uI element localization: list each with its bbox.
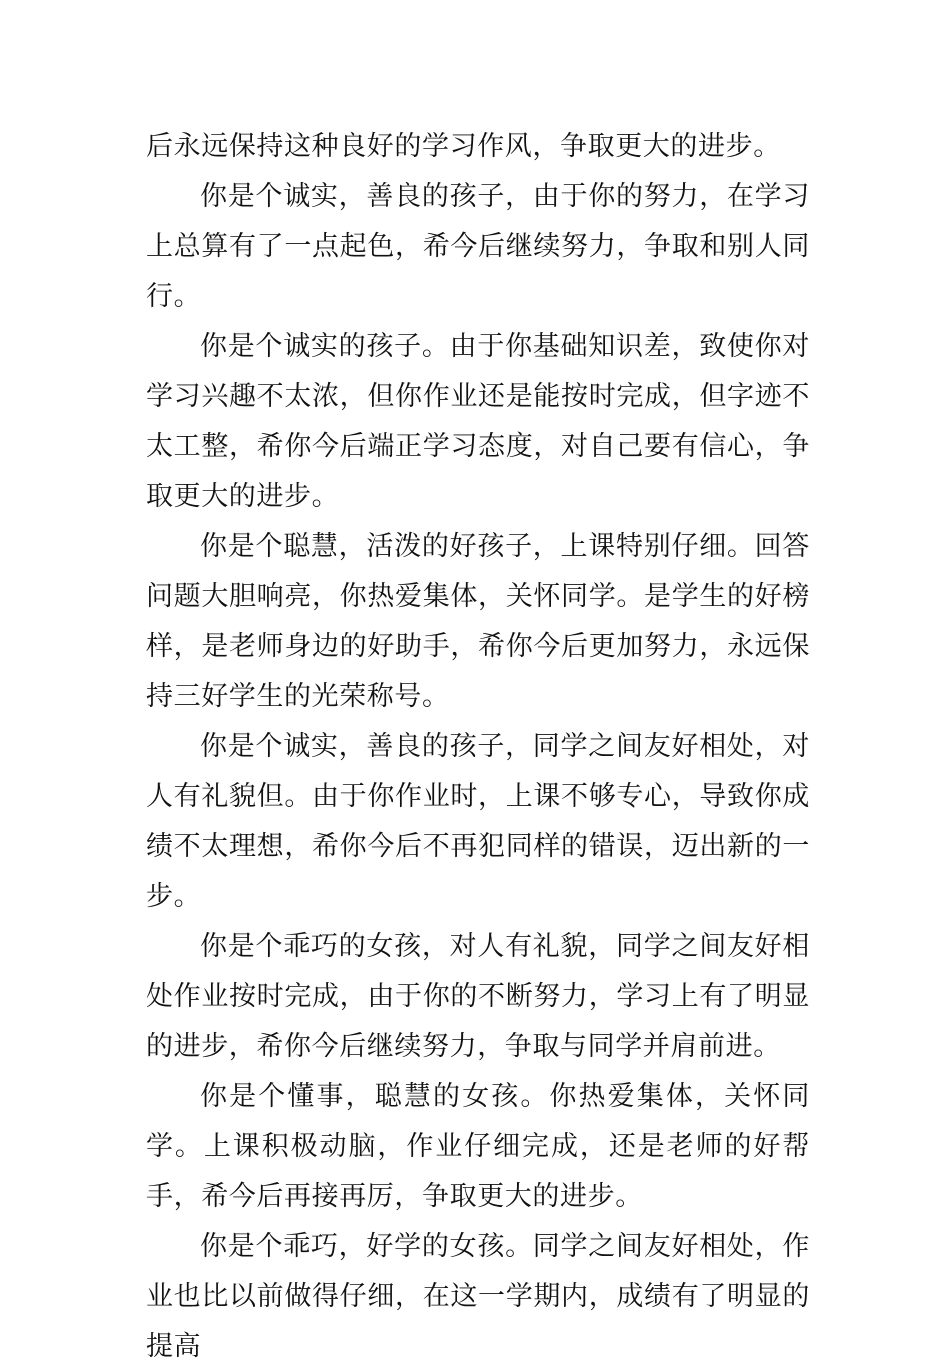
- paragraph: 你是个诚实的孩子。由于你基础知识差，致使你对学习兴趣不太浓，但你作业还是能按时完成，但字迹不太工整，希你今后端正学习态度，对自己要有信心，争取更大的进步。: [146, 331, 810, 512]
- paragraph: 你是个诚实，善良的孩子，由于你的努力，在学习上总算有了一点起色，希今后继续努力，争取和别人同行。: [146, 181, 810, 312]
- paragraph: 你是个乖巧，好学的女孩。同学之间友好相处，作业也比以前做得仔细，在这一学期内，成绩有了明显的提高: [146, 1231, 810, 1362]
- paragraph: 你是个懂事，聪慧的女孩。你热爱集体，关怀同学。上课积极动脑，作业仔细完成，还是老师的好帮手，希今后再接再厉，争取更大的进步。: [146, 1081, 810, 1212]
- paragraph: 你是个乖巧的女孩，对人有礼貌，同学之间友好相处作业按时完成，由于你的不断努力，学习上有了明显的进步，希你今后继续努力，争取与同学并肩前进。: [146, 931, 810, 1062]
- paragraph-continued: 后永远保持这种良好的学习作风，争取更大的进步。: [146, 131, 781, 162]
- document-body: [146, 122, 810, 1372]
- paragraph: 你是个聪慧，活泼的好孩子，上课特别仔细。回答问题大胆响亮，你热爱集体，关怀同学。是学生的好榜样，是老师身边的好助手，希你今后更加努力，永远保持三好学生的光荣称号。: [146, 531, 810, 712]
- paragraph: 你是个诚实，善良的孩子，同学之间友好相处，对人有礼貌但。由于你作业时，上课不够专心，导致你成绩不太理想，希你今后不再犯同样的错误，迈出新的一步。: [146, 731, 810, 912]
